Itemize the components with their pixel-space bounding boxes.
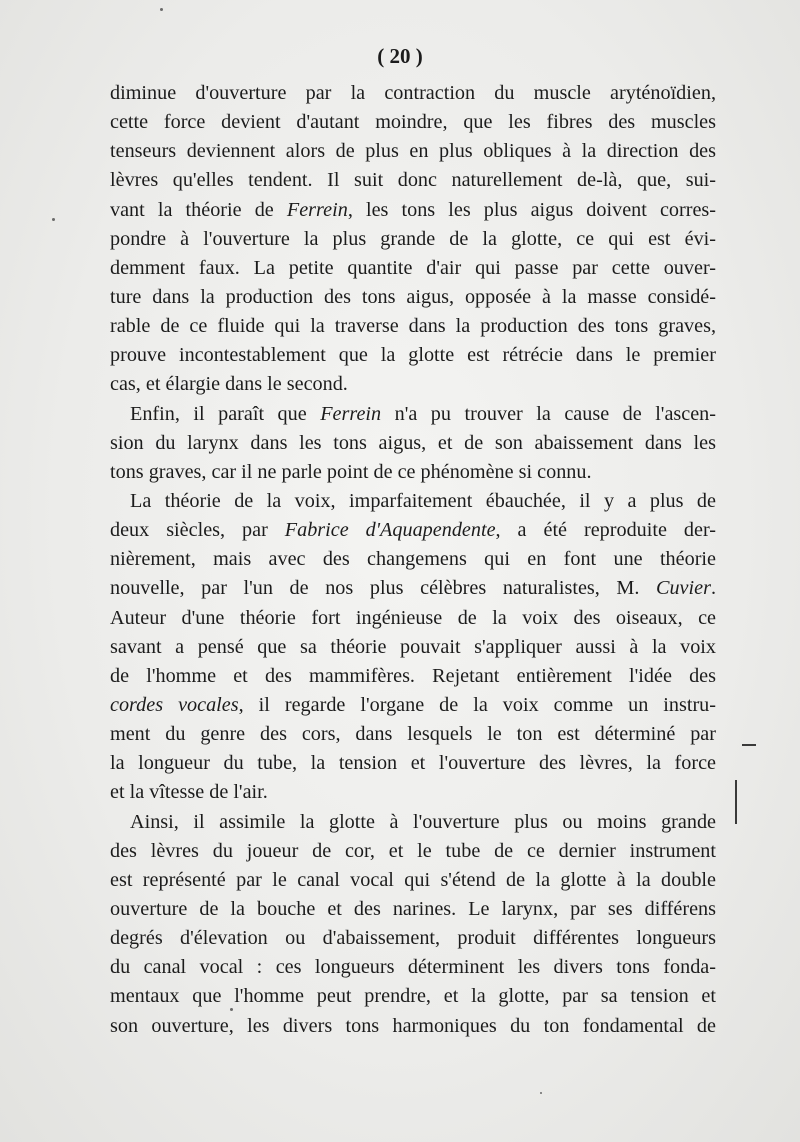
text-line: lèvres qu'elles tendent. Il suit donc naturellement de-là, que, sui- (110, 169, 716, 192)
margin-mark (735, 780, 737, 824)
text-line: prouve incontestablement que la glotte est rétrécie dans le premier (110, 344, 716, 367)
scan-speck (540, 1092, 542, 1094)
text-line: demment faux. La petite quantite d'air qui passe par cette ouver- (110, 256, 716, 279)
text-line: vant la théorie de Ferrein, les tons les plus aigus doivent corres- (110, 198, 717, 221)
text-line: savant a pensé que sa théorie pouvait s'appliquer aussi à la voix (110, 635, 716, 658)
margin-mark (742, 744, 756, 746)
text-line: de l'homme et des mammifères. Rejetant entièrement l'idée des (110, 664, 716, 687)
text-line: nouvelle, par l'un de nos plus célèbres naturalistes, M. Cuvier. (110, 577, 716, 600)
text-line: cordes vocales, il regarde l'organe de la voix comme un instru- (110, 693, 716, 716)
page-number: ( 20 ) (377, 44, 423, 68)
text-line: mentaux que l'homme peut prendre, et la glotte, par sa tension et (110, 985, 716, 1008)
text-line: diminue d'ouverture par la contraction du muscle aryténoïdien, (110, 82, 716, 104)
text-line: et la vîtesse de l'air. (110, 781, 268, 804)
text-line: ture dans la production des tons aigus, opposée à la masse considé- (110, 285, 716, 308)
text-line: Enfin, il paraît que Ferrein n'a pu trouver la cause de l'ascen- (130, 402, 717, 425)
text-line: rable de ce fluide qui la traverse dans la production des tons graves, (110, 315, 716, 338)
text-line: est représenté par le canal vocal qui s'étend de la glotte à la double (110, 868, 716, 891)
text-line: sion du larynx dans les tons aigus, et de son abaissement dans les (110, 431, 716, 454)
text-line: cas, et élargie dans le second. (110, 373, 348, 396)
text-line: degrés d'élevation ou d'abaissement, produit différentes longueurs (110, 927, 716, 950)
text-line: Ainsi, il assimile la glotte à l'ouverture plus ou moins grande (130, 810, 716, 833)
text-line: Auteur d'une théorie fort ingénieuse de la voix des oiseaux, ce (110, 606, 716, 629)
body-text (110, 79, 716, 1041)
text-line: La théorie de la voix, imparfaitement ébauchée, il y a plus de (130, 489, 716, 512)
scan-speck (160, 8, 163, 11)
text-line: du canal vocal : ces longueurs déterminent les divers tons fonda- (110, 956, 716, 979)
text-line: son ouverture, les divers tons harmoniques du ton fondamental de (110, 1014, 716, 1037)
text-line: tons graves, car il ne parle point de ce phénomène si connu. (110, 460, 592, 483)
text-line: des lèvres du joueur de cor, et le tube de ce dernier instrument (110, 839, 716, 862)
text-line: cette force devient d'autant moindre, que les fibres des muscles (110, 111, 716, 134)
text-line: la longueur du tube, la tension et l'ouverture des lèvres, la force (110, 752, 716, 775)
text-line: tenseurs deviennent alors de plus en plus obliques à la direction des (110, 140, 716, 163)
text-line: deux siècles, par Fabrice d'Aquapendente, a été reproduite der- (110, 519, 716, 542)
text-line: pondre à l'ouverture la plus grande de la glotte, ce qui est évi- (110, 227, 716, 250)
scan-speck (52, 218, 55, 221)
text-line: nièrement, mais avec des changemens qui en font une théorie (110, 548, 716, 571)
text-line: ouverture de la bouche et des narines. Le larynx, par ses différens (110, 897, 716, 920)
text-line: ment du genre des cors, dans lesquels le ton est déterminé par (110, 723, 716, 746)
scan-speck (230, 1008, 233, 1011)
